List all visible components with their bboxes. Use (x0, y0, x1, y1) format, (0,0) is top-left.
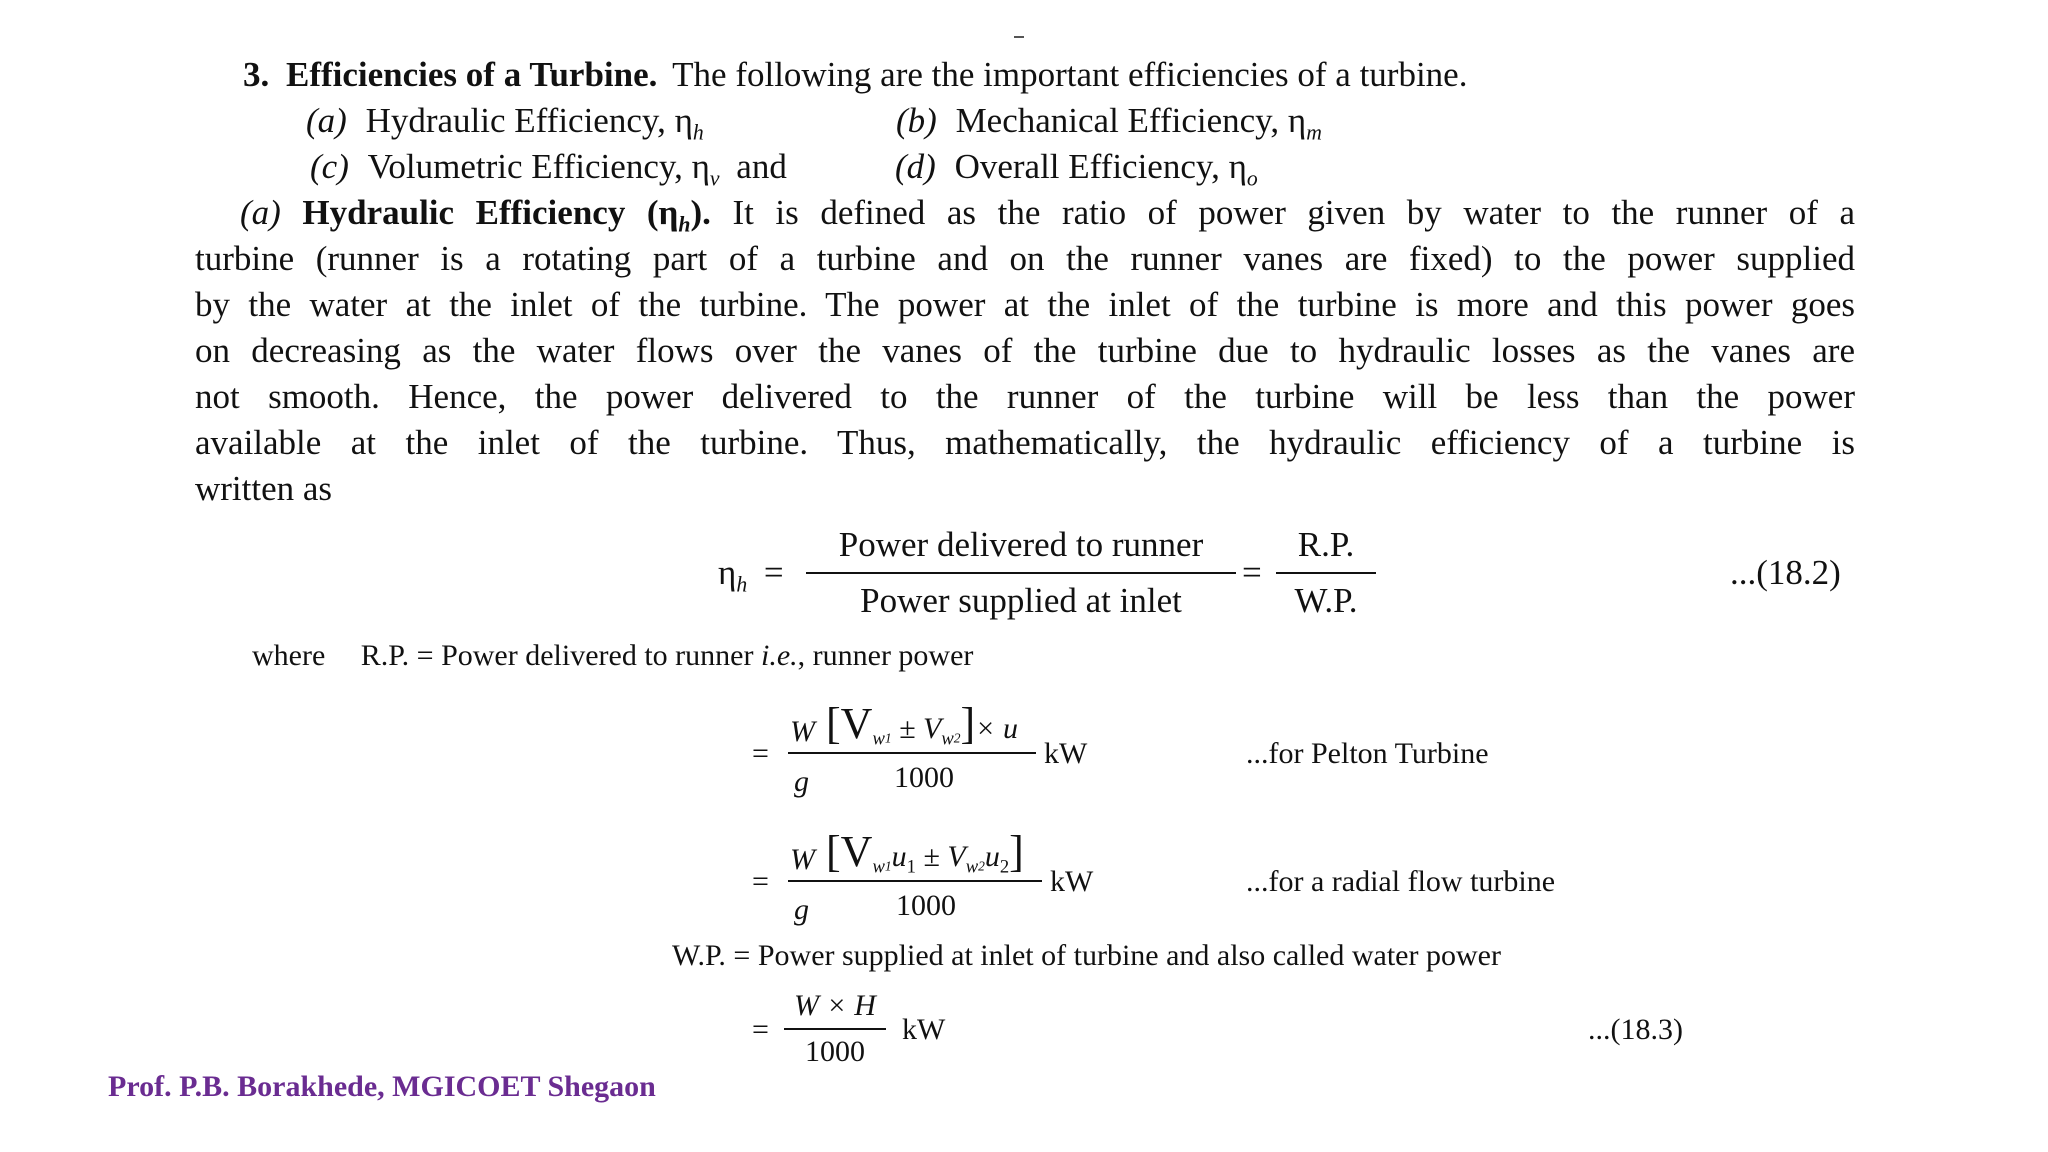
para-line-2: turbine (runner is a rotating part of a turbine and on the runner vanes are fixed) to the power supplied (195, 239, 1855, 278)
pelton-note: ...for Pelton Turbine (1246, 737, 1489, 770)
radial-denominator: 1000 (896, 889, 956, 922)
pelton-equals: = (752, 737, 769, 770)
para-line-7: written as (195, 469, 333, 508)
radial-fraction-bar (788, 880, 1042, 882)
wp-denominator: 1000 (805, 1035, 865, 1068)
wp-numerator: W × H (794, 989, 876, 1022)
para-line-1: (a) Hydraulic Efficiency $(\eta_h)$. It is defined as the ratio of power given by water to the runner of a (240, 193, 1855, 237)
top-dash-mark (1014, 36, 1024, 38)
eq1-tag: ...(18.2) (1730, 553, 1841, 592)
section-title: Efficiencies of a Turbine. (286, 55, 658, 94)
wp-unit: kW (902, 1013, 946, 1046)
eq1-lhs: $\eta_h$ = (718, 553, 784, 597)
radial-g: g (794, 893, 809, 926)
para-line-4: on decreasing as the water flows over the vanes of the turbine due to hydraulic losses as the vanes are (195, 331, 1855, 370)
para-line-5: not smooth. Hence, the power delivered to the runner of the turbine will be less than the power (195, 377, 1855, 416)
radial-equals: = (752, 865, 769, 898)
pelton-g: g (794, 765, 809, 798)
pelton-denominator: 1000 (894, 761, 954, 794)
eq1-fraction-bar-2 (1276, 572, 1376, 574)
wp-tag: ...(18.3) (1588, 1013, 1683, 1046)
para-line-3: by the water at the inlet of the turbine. The power at the inlet of the turbine is more and this power goes (195, 285, 1855, 324)
where-line: where R.P. = Power delivered to runner i.e., runner power (252, 639, 974, 672)
list-item-c: (c) Volumetric Efficiency, $\eta_v$ and (310, 147, 787, 191)
radial-numerator: $[V_{w1}u_1 \pm V_{w2}u_2]$ (826, 827, 1024, 878)
section-number: 3. (243, 55, 270, 94)
radial-w: W (790, 843, 815, 876)
eq1-rp: R.P. (1297, 525, 1355, 564)
wp-fraction-bar (784, 1028, 886, 1030)
pelton-unit: kW (1044, 737, 1088, 770)
eq1-numerator: Power delivered to runner (838, 525, 1204, 564)
list-item-a: (a) Hydraulic Efficiency, $\eta_h$ (306, 101, 704, 145)
pelton-fraction-bar (788, 752, 1036, 754)
eq1-denominator: Power supplied at inlet (860, 581, 1182, 620)
section-intro: The following are the important efficiencies of a turbine. (672, 55, 1468, 94)
eq1-wp: W.P. (1294, 581, 1358, 620)
pelton-numerator: $[V_{w1} \pm V_{w2}]\times u$ (826, 699, 1018, 750)
radial-unit: kW (1050, 865, 1094, 898)
radial-note: ...for a radial flow turbine (1246, 865, 1556, 898)
pelton-w: W (790, 715, 815, 748)
wp-equals: = (752, 1013, 769, 1046)
list-item-b: (b) Mechanical Efficiency, $\eta_m$ (896, 101, 1322, 145)
eq1-fraction-bar (806, 572, 1236, 574)
section-heading (243, 52, 1467, 98)
eq1-equals-2: = (1242, 553, 1262, 592)
list-item-d: (d) Overall Efficiency, $\eta_o$ (895, 147, 1258, 191)
author-footer: Prof. P.B. Borakhede, MGICOET Shegaon (108, 1070, 656, 1103)
hydraulic-efficiency-paragraph (195, 190, 1855, 512)
wp-definition: W.P. = Power supplied at inlet of turbine and also called water power (672, 939, 1501, 972)
para-line-6: available at the inlet of the turbine. Thus, mathematically, the hydraulic efficiency of a turbine is (195, 423, 1855, 462)
